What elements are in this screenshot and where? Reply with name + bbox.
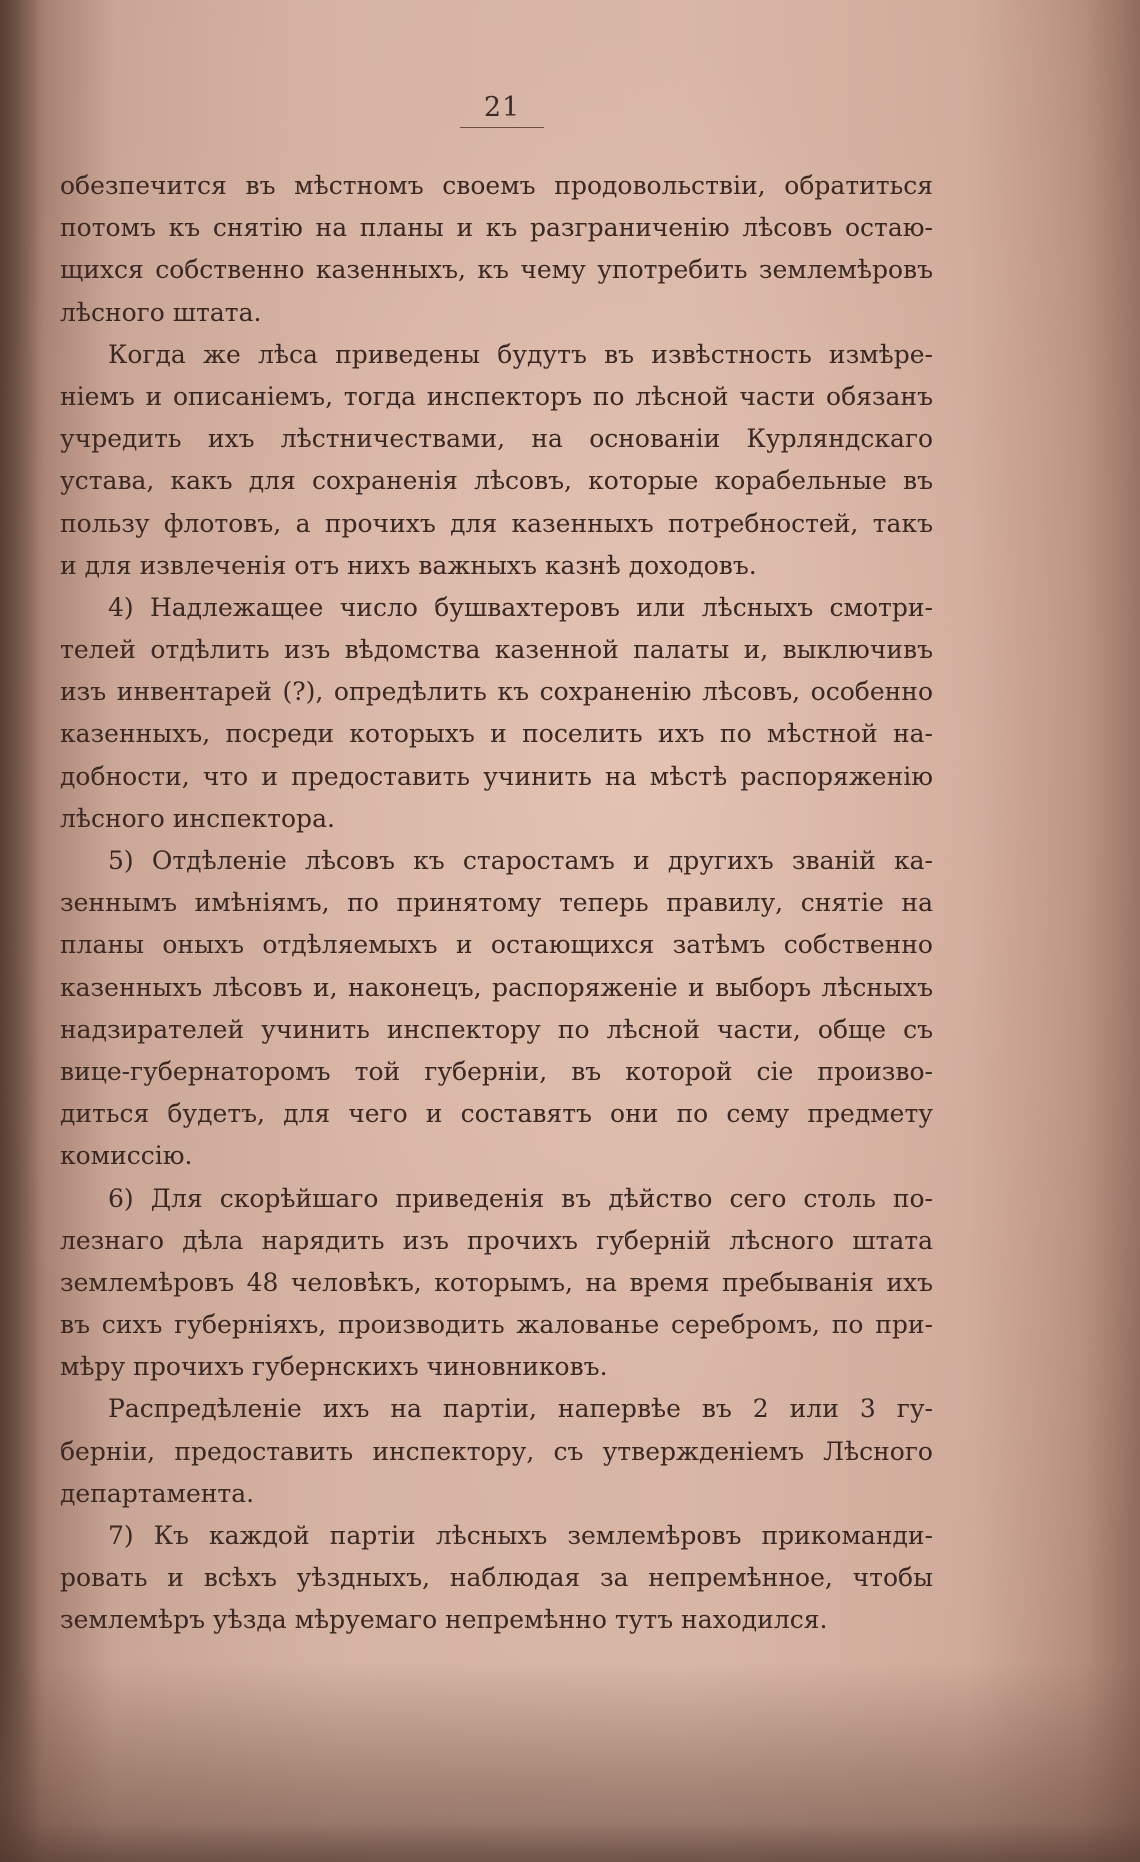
- text-line: берніи, предоставить инспектору, съ утвержденіемъ Лѣсного: [60, 1436, 933, 1466]
- text-line: лѣсного штата.: [60, 297, 262, 327]
- text-line: вице-губернаторомъ той губерніи, въ которой сіе произво-: [60, 1056, 933, 1086]
- page-bottom-edge: [0, 1822, 1140, 1862]
- text-line: ровать и всѣхъ уѣздныхъ, наблюдая за непремѣнное, чтобы: [60, 1563, 933, 1593]
- text-line: Распредѣленіе ихъ на партіи, напервѣе въ 2 или 3 гу-: [108, 1394, 933, 1424]
- text-line: 4) Надлежащее число бушвахтеровъ или лѣсныхъ смотри-: [108, 592, 933, 622]
- text-line: 6) Для скорѣйшаго приведенія въ дѣйство сего столь по-: [108, 1183, 933, 1213]
- text-line: пользу флотовъ, а прочихъ для казенныхъ потребностей, такъ: [60, 508, 933, 538]
- text-line: лезнаго дѣла нарядить изъ прочихъ губерній лѣсного штата: [60, 1225, 933, 1255]
- text-line: 5) Отдѣленіе лѣсовъ къ старостамъ и другихъ званій ка-: [108, 846, 933, 875]
- text-line: и для извлеченія отъ нихъ важныхъ казнѣ доходовъ.: [60, 550, 757, 580]
- text-line: ніемъ и описаніемъ, тогда инспекторъ по лѣсной части обязанъ: [60, 381, 933, 411]
- text-line: Когда же лѣса приведены будутъ въ извѣстность измѣре-: [108, 339, 933, 369]
- text-line: казенныхъ лѣсовъ и, наконецъ, распоряженіе и выборъ лѣсныхъ: [60, 972, 933, 1002]
- page-number: 21: [483, 92, 521, 123]
- text-line: департамента.: [60, 1478, 255, 1508]
- body-text: [60, 165, 933, 1642]
- binding-shadow: [0, 0, 40, 1862]
- text-line: зеннымъ имѣніямъ, по принятому теперь правилу, снятіе на: [60, 888, 933, 918]
- text-line: устава, какъ для сохраненія лѣсовъ, которые корабельные въ: [60, 466, 933, 496]
- text-line: въ сихъ губерніяхъ, производить жалованье серебромъ, по при-: [60, 1310, 933, 1340]
- text-line: щихся собственно казенныхъ, къ чему употребить землемѣровъ: [60, 255, 933, 285]
- text-line: казенныхъ, посреди которыхъ и поселить ихъ по мѣстной на-: [60, 719, 933, 749]
- text-line: мѣру прочихъ губернскихъ чиновниковъ.: [60, 1352, 608, 1382]
- text-line: лѣсного инспектора.: [60, 803, 335, 833]
- page-number-rule: [460, 127, 544, 128]
- text-line: телей отдѣлить изъ вѣдомства казенной палаты и, выключивъ: [60, 635, 933, 665]
- text-line: землемѣръ уѣзда мѣруемаго непремѣнно тутъ находился.: [60, 1605, 828, 1635]
- text-line: потомъ къ снятію на планы и къ разграниченію лѣсовъ остаю-: [60, 213, 933, 243]
- text-line: изъ инвентарей (?), опредѣлить къ сохраненію лѣсовъ, особенно: [60, 677, 933, 707]
- text-line: обезпечится въ мѣстномъ своемъ продовольствіи, обратиться: [60, 171, 933, 200]
- text-line: учредить ихъ лѣстничествами, на основаніи Курляндскаго: [60, 424, 933, 454]
- page-header: [460, 92, 544, 128]
- text-line: землемѣровъ 48 человѣкъ, которымъ, на время пребыванія ихъ: [60, 1267, 933, 1297]
- text-line: добности, что и предоставить учинить на мѣстѣ распоряженію: [60, 761, 933, 791]
- text-line: диться будетъ, для чего и составятъ они по сему предмету: [60, 1099, 933, 1129]
- text-line: планы оныхъ отдѣляемыхъ и остающихся затѣмъ собственно: [60, 930, 933, 960]
- text-line: комиссію.: [60, 1141, 193, 1171]
- text-line: надзирателей учинить инспектору по лѣсной части, обще съ: [60, 1014, 933, 1044]
- text-line: 7) Къ каждой партіи лѣсныхъ землемѣровъ прикоманди-: [108, 1521, 933, 1550]
